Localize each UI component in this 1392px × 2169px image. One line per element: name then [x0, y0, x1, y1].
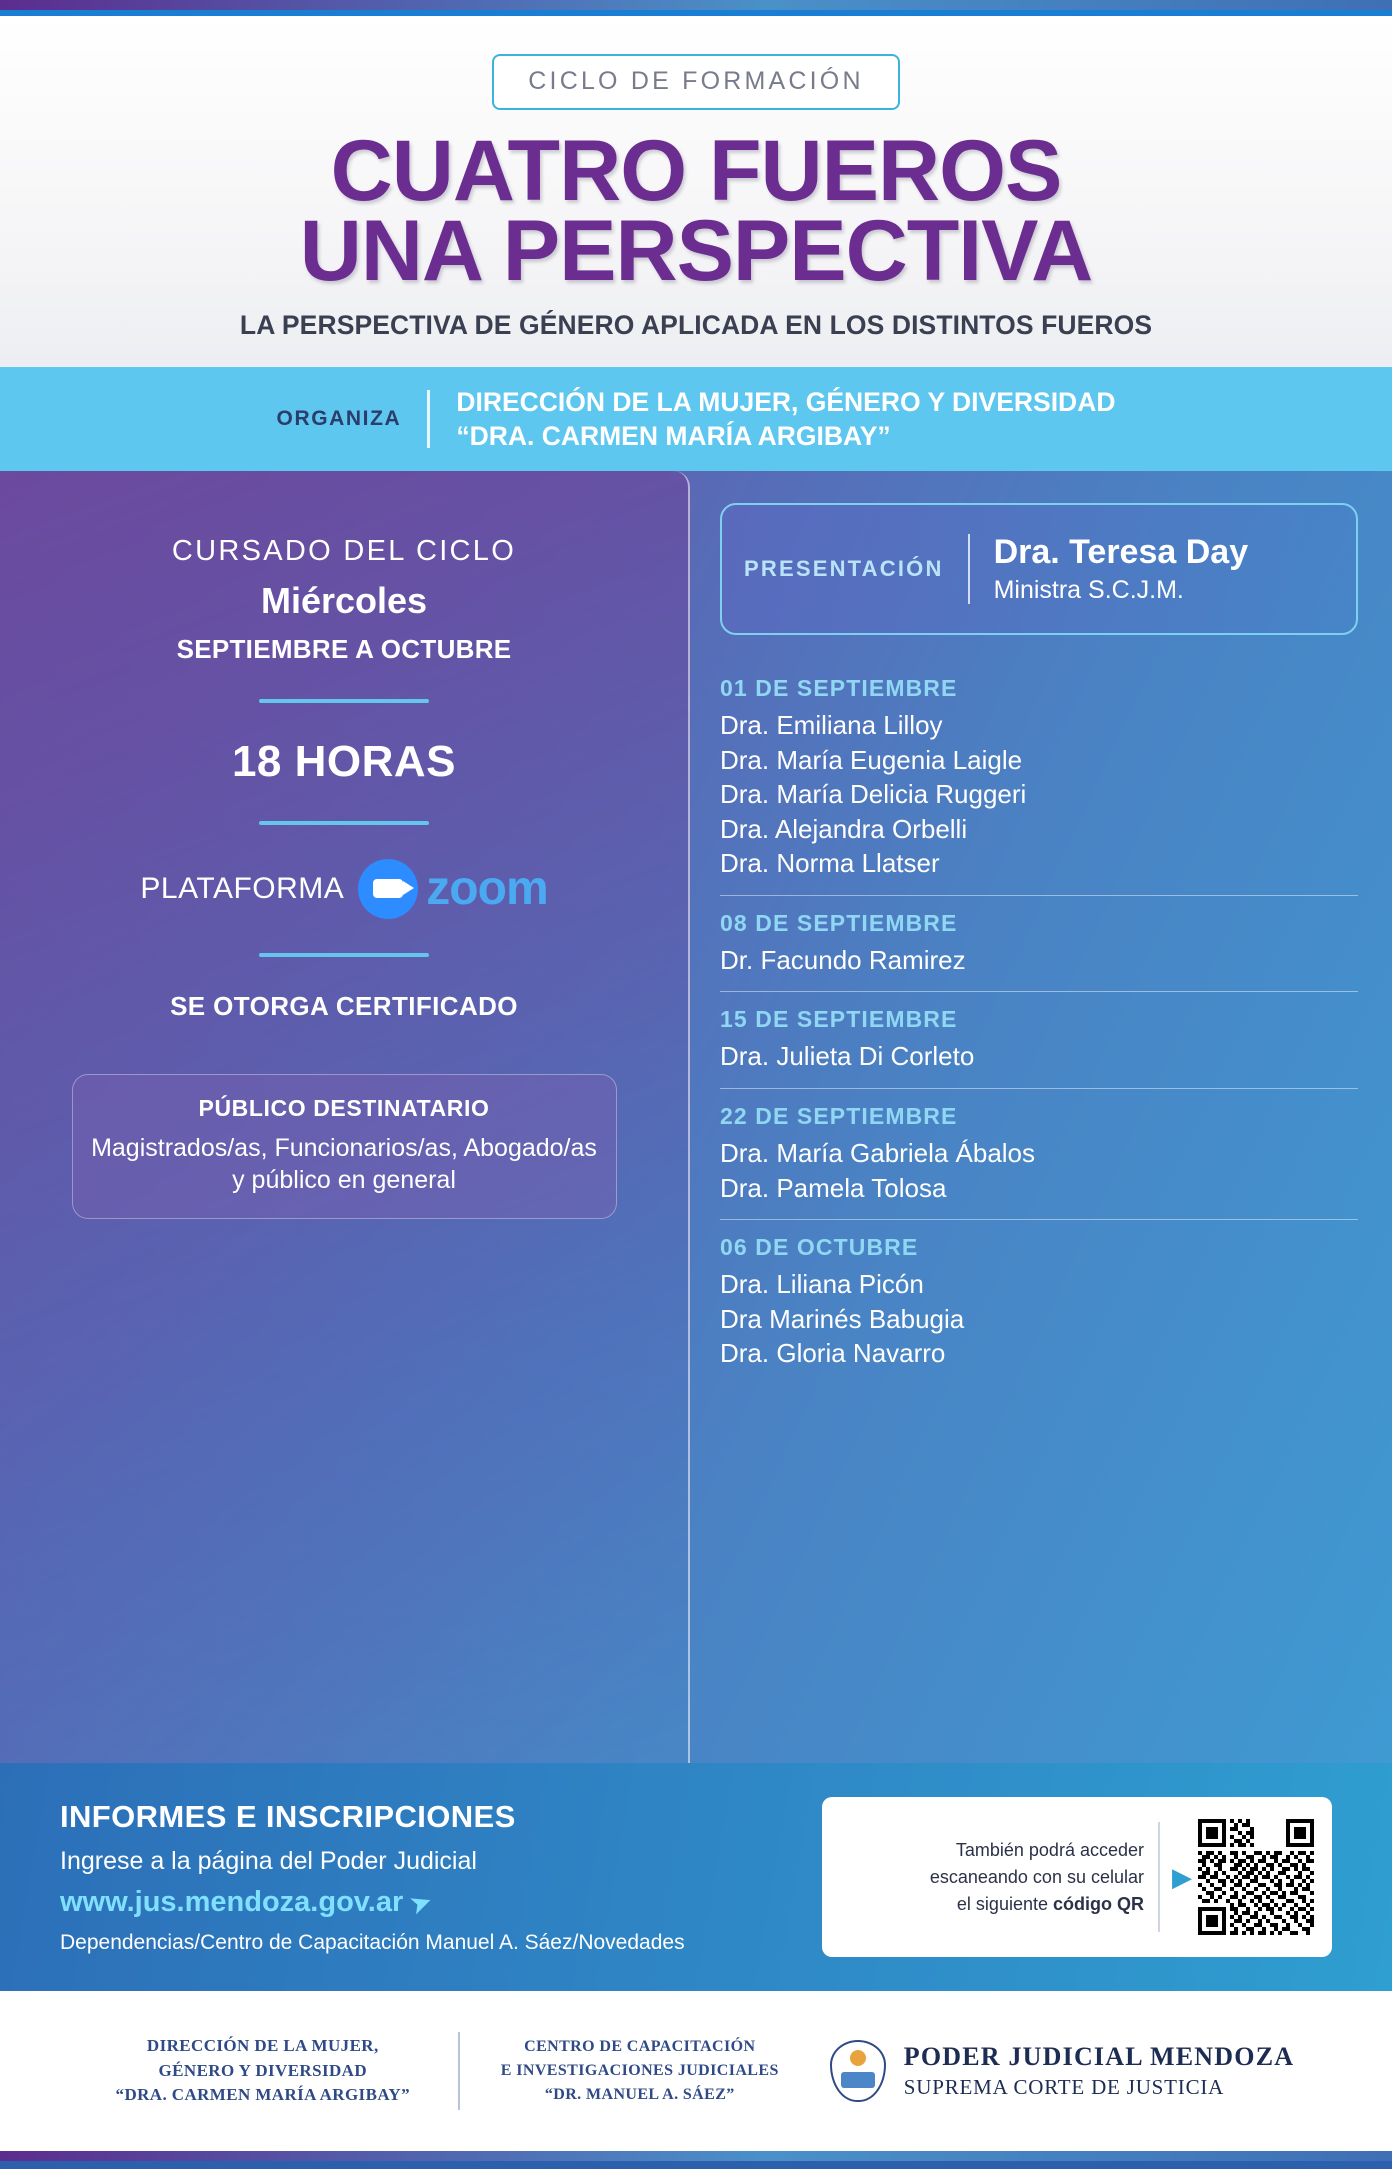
footer-org-2 [490, 2035, 790, 2107]
footer-org-2-line-2: E INVESTIGACIONES JUDICIALES [500, 2062, 779, 2079]
session-date: 22 DE SEPTIEMBRE [720, 1102, 958, 1129]
session-speaker: Dra. Pamela Tolosa [720, 1172, 947, 1203]
qr-divider [1158, 1822, 1160, 1932]
divider-rule-3 [259, 953, 429, 957]
registration-band [0, 1763, 1392, 1991]
schedule-label: CURSADO DEL CICLO [171, 534, 517, 567]
platform-row [140, 859, 547, 919]
schedule-time: 18 HORAS [231, 736, 457, 786]
presenter [970, 533, 1249, 605]
footer-org-2-line-1: CENTRO DE CAPACITACIÓN [524, 2038, 756, 2055]
presenter-role: Ministra S.C.J.M. [993, 575, 1184, 604]
footer-divider [458, 2032, 460, 2110]
cycle-badge: CICLO DE FORMACIÓN [492, 54, 899, 110]
registration-subtitle: Ingrese a la página del Poder Judicial [60, 1847, 477, 1875]
qr-line-2: escaneando con su celular [929, 1866, 1144, 1887]
top-accent-bar-gradient [0, 0, 1392, 10]
footer-org-2-line-3: “DR. MANUEL A. SÁEZ” [544, 2086, 735, 2103]
qr-code-image [1198, 1819, 1314, 1935]
audience-title: PÚBLICO DESTINATARIO [198, 1094, 490, 1121]
footer-judiciary-line-2: SUPREMA CORTE DE JUSTICIA [903, 2075, 1225, 2099]
certificate-note: SE OTORGA CERTIFICADO [170, 990, 518, 1021]
organizer-name-line-2: “DRA. CARMEN MARÍA ARGIBAY” [456, 420, 891, 451]
qr-line-1: También podrá acceder [955, 1839, 1144, 1860]
session-date: 06 DE OCTUBRE [720, 1234, 919, 1261]
session-block [720, 661, 1358, 896]
qr-line-3-pre: el siguiente [956, 1893, 1053, 1914]
cursor-arrow-icon: ➤ [407, 1887, 436, 1920]
session-speaker: Dra. Alejandra Orbelli [720, 813, 968, 844]
qr-line-3 [840, 1891, 1144, 1918]
footer-judiciary-name [904, 2042, 1294, 2100]
footer-org-1-line-1: DIRECCIÓN DE LA MUJER, [146, 2036, 379, 2056]
chevron-right-icon: ▶ [1172, 1861, 1192, 1892]
session-speaker: Dra. María Gabriela Ábalos [720, 1137, 1036, 1168]
page-title [0, 123, 1392, 299]
divider-rule-1 [259, 699, 429, 703]
session-date: 01 DE SEPTIEMBRE [720, 674, 958, 701]
video-camera-icon [358, 859, 418, 919]
session-speaker: Dra. Julieta Di Corleto [720, 1041, 975, 1072]
organizer-name-line-1: DIRECCIÓN DE LA MUJER, GÉNERO Y DIVERSIDAD [456, 386, 1116, 417]
footer-org-1-line-3: “DRA. CARMEN MARÍA ARGIBAY” [115, 2085, 411, 2105]
session-speaker: Dra. María Eugenia Laigle [720, 744, 1023, 775]
divider-rule-2 [259, 821, 429, 825]
session-speaker: Dra. Gloria Navarro [720, 1338, 946, 1369]
organizer-divider [427, 390, 430, 448]
poster-body [0, 471, 1392, 1763]
session-block [720, 992, 1358, 1089]
session-date: 15 DE SEPTIEMBRE [720, 1006, 958, 1033]
poster-footer [0, 1991, 1392, 2151]
presentation-label: PRESENTACIÓN [744, 555, 944, 581]
footer-org-1 [98, 2034, 428, 2108]
bottom-accent-bar-blue [0, 2161, 1392, 2169]
footer-judiciary-logo-block [830, 2040, 1294, 2102]
schedule-months: SEPTIEMBRE A OCTUBRE [176, 633, 512, 664]
audience-box [72, 1074, 617, 1219]
program-column [690, 471, 1392, 1763]
session-block [720, 1089, 1358, 1220]
qr-card [822, 1797, 1332, 1957]
course-details-column [0, 471, 690, 1763]
presenter-name: Dra. Teresa Day [993, 532, 1249, 571]
qr-line-3-bold: código QR [1053, 1893, 1144, 1914]
session-speaker: Dra. Norma Llatser [720, 848, 940, 879]
poster-header [0, 16, 1392, 367]
coat-of-arms-icon [830, 2040, 886, 2102]
session-speaker: Dr. Facundo Ramirez [720, 944, 966, 975]
registration-info [60, 1799, 685, 1955]
qr-instructions [840, 1837, 1158, 1918]
schedule-day: Miércoles [260, 579, 428, 621]
title-line-1: CUATRO FUEROS [330, 123, 1062, 219]
platform-label: PLATAFORMA [140, 871, 345, 905]
session-speaker: Dra Marinés Babugia [720, 1303, 965, 1334]
session-speaker: Dra. Emiliana Lilloy [720, 709, 943, 740]
session-speaker: Dra. María Delicia Ruggeri [720, 779, 1027, 810]
session-date: 08 DE SEPTIEMBRE [720, 909, 958, 936]
website-url-text: www.jus.mendoza.gov.ar [60, 1886, 404, 1918]
organizer-label: ORGANIZA [276, 406, 402, 430]
page-subtitle: LA PERSPECTIVA DE GÉNERO APLICADA EN LOS DISTINTOS FUEROS [239, 309, 1153, 340]
bottom-accent-bar-gradient [0, 2151, 1392, 2161]
registration-title: INFORMES E INSCRIPCIONES [60, 1799, 516, 1834]
title-line-2: UNA PERSPECTIVA [299, 202, 1093, 299]
platform-name: zoom [426, 862, 548, 916]
registration-path: Dependencias/Centro de Capacitación Manuel A. Sáez/Novedades [60, 1931, 685, 1954]
footer-org-1-line-2: GÉNERO Y DIVERSIDAD [158, 2060, 368, 2080]
audience-text: Magistrados/as, Funcionarios/as, Abogado/as y público en general [91, 1133, 597, 1194]
presentation-box [720, 503, 1358, 635]
session-speaker: Dra. Liliana Picón [720, 1269, 924, 1300]
session-block [720, 1220, 1358, 1385]
website-link[interactable] [60, 1886, 436, 1920]
zoom-logo [358, 859, 547, 919]
footer-judiciary-line-1: PODER JUDICIAL MENDOZA [903, 2042, 1295, 2071]
organizer-band [0, 367, 1392, 471]
organizer-name [430, 385, 1115, 454]
session-block [720, 896, 1358, 993]
